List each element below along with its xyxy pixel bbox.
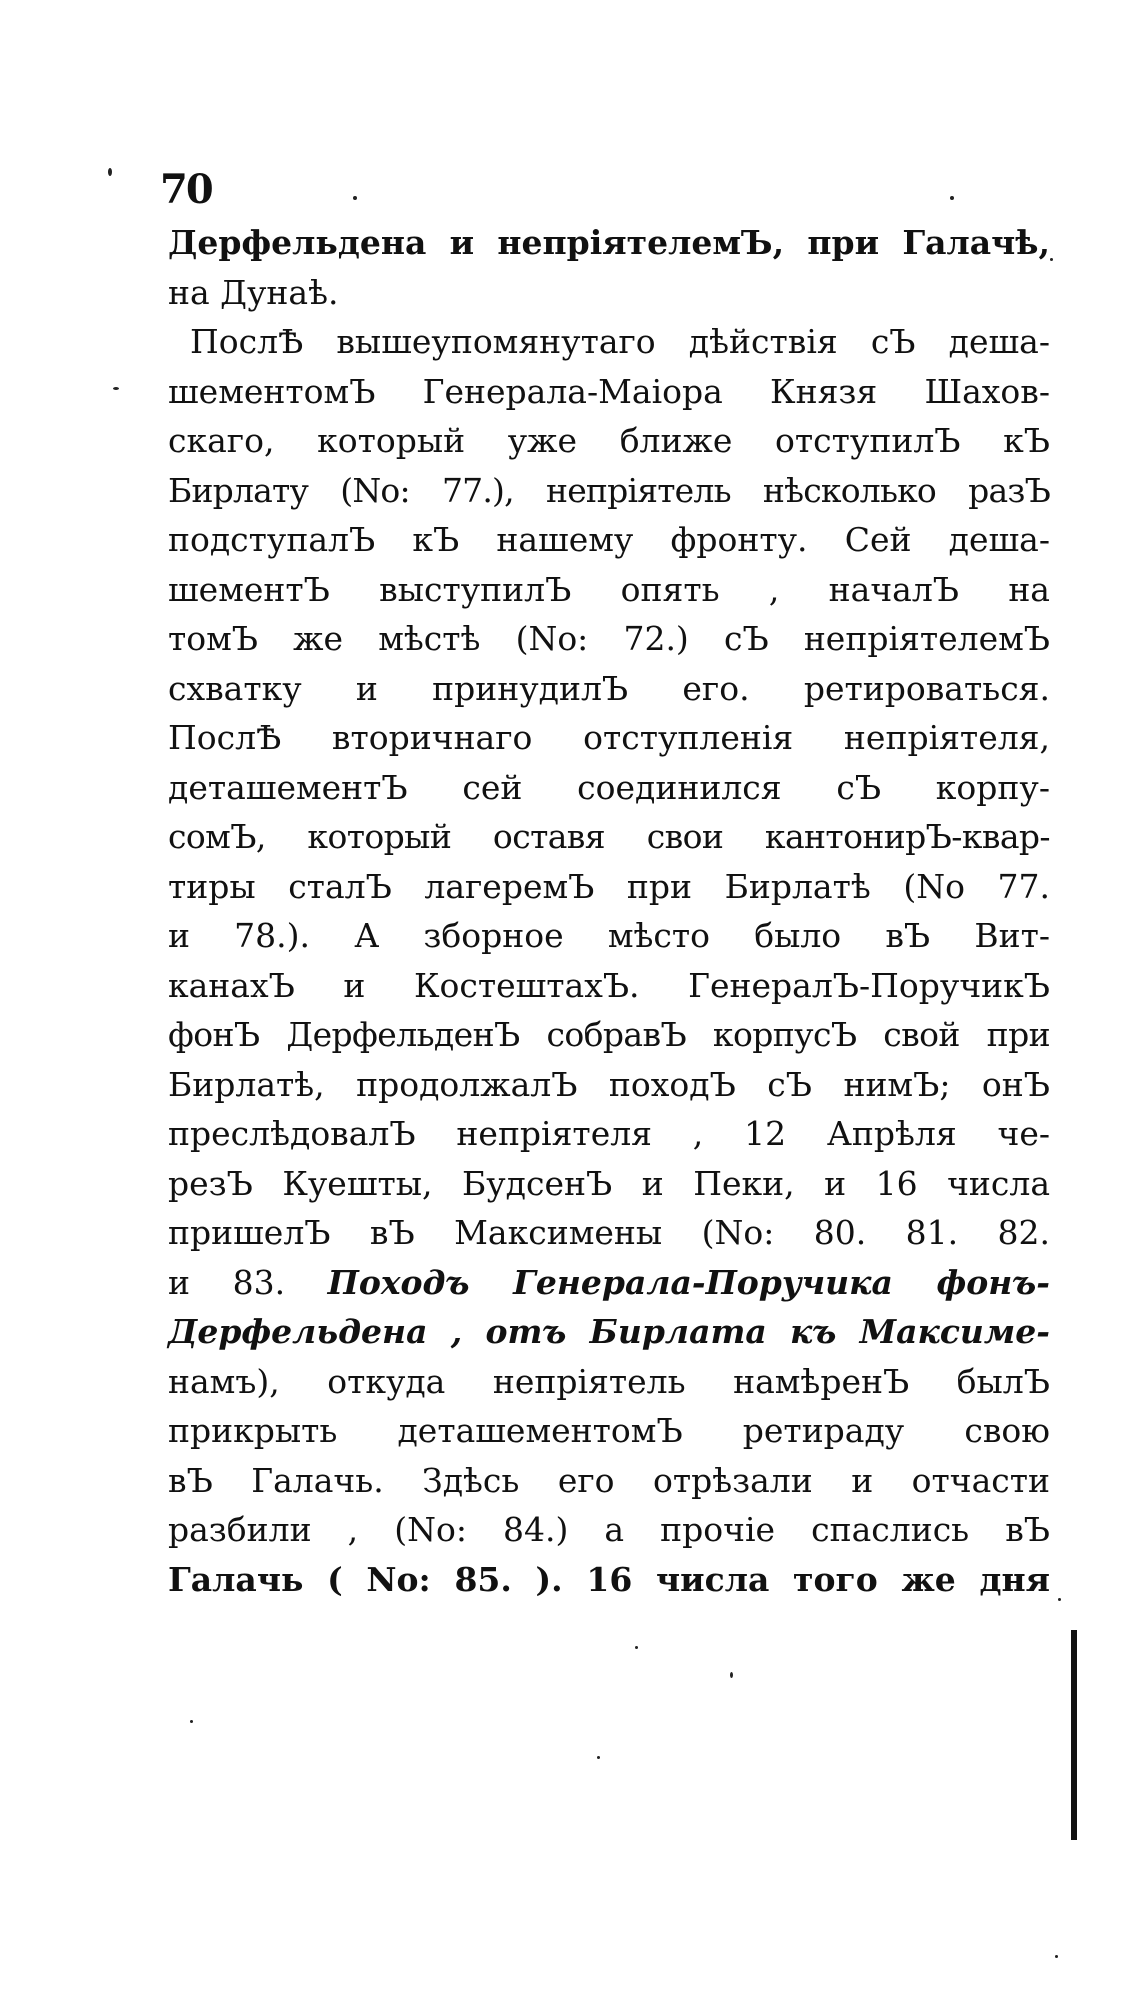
scan-speck [1055,1955,1058,1958]
text-line: вЪ Галачь. Здѣсь его отрѣзали и отчасти [168,1460,1050,1500]
text-line: резЪ Куешты, БудсенЪ и Пеки, и 16 числа [168,1163,1050,1203]
scan-speck [113,387,119,390]
scan-speck [597,1756,600,1759]
scan-speck [1050,258,1053,261]
text-line: шементомЪ Генерала-Маіора Князя Шахов- [168,371,1050,411]
text-line: прикрыть деташементомЪ ретираду свою [168,1411,1050,1450]
text-line: Галачь ( No: 85. ). 16 числа того же дня [168,1559,1050,1599]
text-line: томЪ же мѣстѣ (No: 72.) сЪ непріятелемЪ [168,619,1050,658]
text-line: на Дунаѣ. [168,272,339,312]
text-line: Бирлатѣ, продолжалЪ походЪ сЪ нимЪ; онЪ [168,1064,1050,1104]
text-line: схватку и принудилЪ его. ретироваться. [168,668,1050,708]
scan-speck [1058,1598,1061,1601]
text-segment: и 83. [168,1262,286,1302]
margin-ink-mark [1071,1630,1077,1840]
body-text [168,218,1050,1604]
text-line: Бирлату (No: 77.), непріятель нѣсколько разЪ [168,470,1050,510]
scan-speck [190,1720,193,1723]
scan-speck [108,168,112,176]
text-line: сомЪ, который оставя свои кантонирЪ-квар- [168,817,1050,856]
text-line: ПослѢ вторичнаго отступленія непріятеля, [168,718,1050,757]
scan-speck [950,196,954,200]
italic-heading: Походъ Генерала-Поручика фонъ- [327,1262,1050,1302]
text-line-mixed [168,1258,1050,1308]
text-line: скаго, который уже ближе отступилЪ кЪ [168,421,1050,460]
text-line: фонЪ ДерфельденЪ собравЪ корпусЪ свой при [168,1015,1050,1054]
text-line: подступалЪ кЪ нашему фронту. Сей деша- [168,520,1050,559]
italic-heading-line: Дерфельдена , отъ Бирлата къ Максиме- [168,1312,1050,1351]
text-line: шементЪ выступилЪ опять , началЪ на [168,569,1050,609]
text-line: Дерфельдена и непріятелемЪ, при Галачѣ, [168,223,1050,262]
text-line: намъ), откуда непріятель намѣренЪ былЪ [168,1361,1050,1401]
scan-speck [635,1646,638,1649]
scan-speck [730,1672,733,1678]
text-line: деташементЪ сей соединился сЪ корпу- [168,767,1050,807]
text-line: преслѣдовалЪ непріятеля , 12 Апрѣля че- [168,1114,1050,1153]
text-line: тиры сталЪ лагеремЪ при Бирлатѣ (No 77. [168,866,1050,906]
text-line: пришелЪ вЪ Максимены (No: 80. 81. 82. [168,1213,1050,1252]
text-line: разбили , (No: 84.) а прочіе спаслись вЪ [168,1510,1050,1549]
text-line: и 78.). А зборное мѣсто было вЪ Вит- [168,916,1050,955]
scan-speck [353,196,357,200]
text-line: канахЪ и КостештахЪ. ГенералЪ-ПоручикЪ [168,965,1050,1005]
paragraph-first-line: ПослѢ вышеупомянутаго дѣйствія сЪ деша- [190,322,1050,361]
page-number: 70 [160,166,212,213]
